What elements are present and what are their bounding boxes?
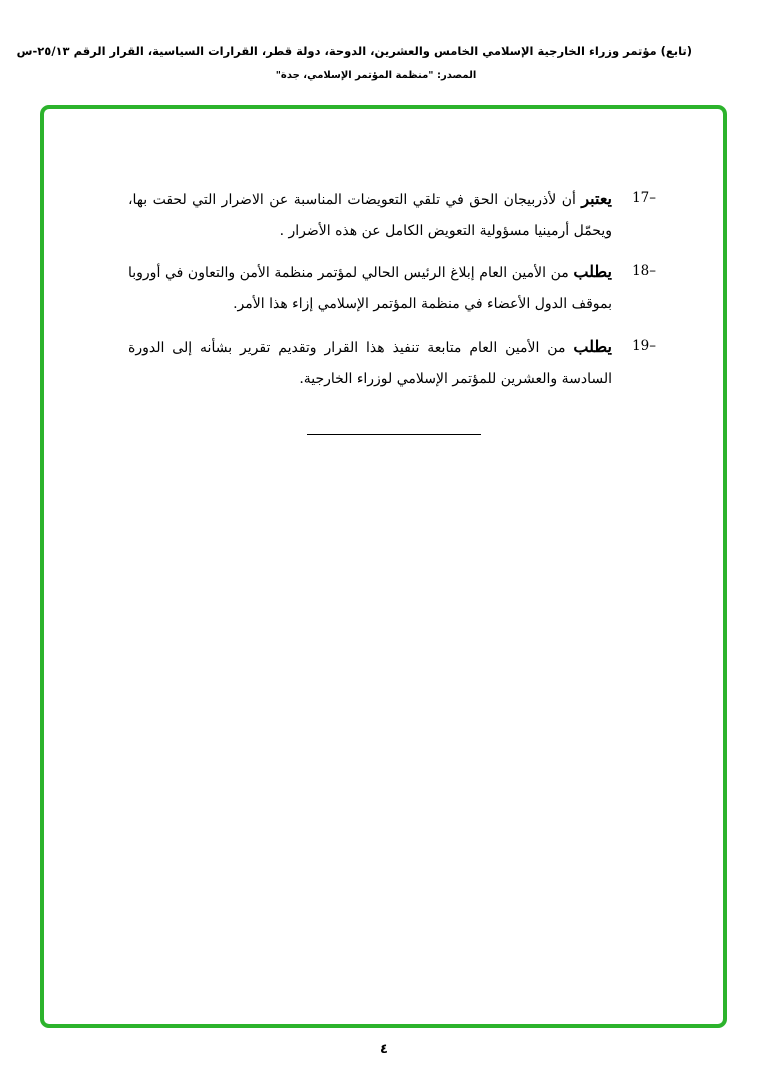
page-number: ٤ [380, 1042, 388, 1057]
clause-body [128, 256, 612, 320]
clause-text: من الأمين العام إبلاغ الرئيس الحالي لمؤتمر منظمة الأمن والتعاون في أوروبا بموقف الدول الأعضاء في منظمة المؤتمر الإسلامي إزاء هذا الأمر. [128, 265, 612, 312]
clause-19 [128, 331, 656, 395]
clause-body [128, 183, 612, 247]
clause-number: 19– [632, 338, 656, 354]
clause-body [128, 331, 612, 395]
clause-text: أن لأذربيجان الحق في تلقي التعويضات المناسبة عن الاضرار التي لحقت بها، ويحمّل أرمينيا مسؤولية التعويض الكامل عن هذه الأضرار . [128, 192, 612, 239]
clause-17 [128, 183, 656, 247]
clause-verb: يعتبر [581, 189, 612, 208]
document-header-source: المصدر: "منظمة المؤتمر الإسلامي، جدة" [275, 70, 477, 81]
clause-number: 17– [632, 190, 656, 206]
clause-text: من الأمين العام متابعة تنفيذ هذا القرار وتقديم تقرير بشأنه إلى الدورة السادسة والعشرين للمؤتمر الإسلامي لوزراء الخارجية. [128, 340, 612, 387]
document-header-title: (تابع) مؤتمر وزراء الخارجية الإسلامي الخامس والعشرين، الدوحة، دولة قطر، القرارات السياسية، القرار الرقم ٢٥/١٣-س [16, 44, 692, 58]
clause-verb: يطلب [573, 337, 612, 356]
clause-18 [128, 256, 656, 320]
clause-number: 18– [632, 263, 656, 279]
clause-verb: يطلب [573, 262, 612, 281]
end-divider [307, 434, 481, 435]
